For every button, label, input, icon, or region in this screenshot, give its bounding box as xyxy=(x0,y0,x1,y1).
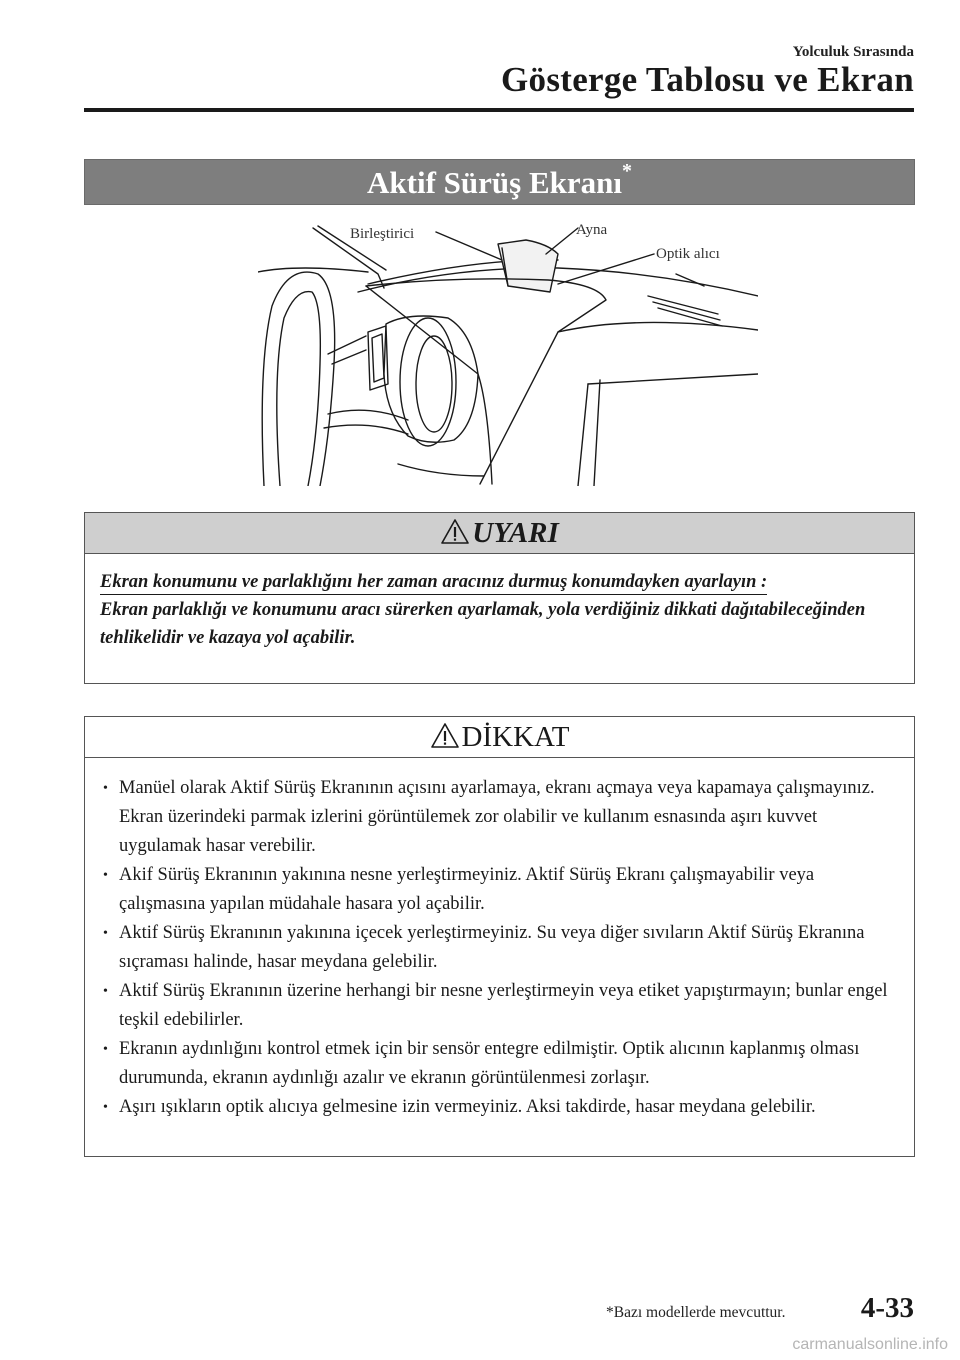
caution-item-text: Aşırı ışıkların optik alıcıya gelmesine izin vermeyiniz. Aksi takdirde, hasar meydana gelebilir. xyxy=(119,1097,816,1117)
dashboard-illustration xyxy=(258,214,758,486)
caution-item xyxy=(99,919,898,977)
caution-item-text: Manüel olarak Aktif Sürüş Ekranının açısını ayarlamaya, ekranı açmaya veya kapamaya çalışmayınız. Ekran üzerindeki parmak izlerini görüntülemek zor olabilir ve kullanım esnasında aşırı kuvvet uygulamak hasar verebilir. xyxy=(119,778,875,856)
caution-item xyxy=(99,1093,898,1122)
optical-sensor-label: Optik alıcı xyxy=(656,246,720,262)
mirror-label: Ayna xyxy=(576,222,608,238)
section-asterisk: * xyxy=(621,159,632,182)
bullet-icon: • xyxy=(103,1042,108,1057)
bullet-icon: • xyxy=(103,781,108,796)
warning-header xyxy=(85,513,914,554)
header-rule xyxy=(84,108,914,112)
caution-item xyxy=(99,774,898,861)
section-banner xyxy=(84,159,915,205)
page-number: 4-33 xyxy=(860,1292,914,1324)
bullet-icon: • xyxy=(103,984,108,999)
warning-heading-line xyxy=(100,568,898,596)
watermark: carmanualsonline.info xyxy=(792,1336,948,1353)
combiner-label: Birleştirici xyxy=(350,226,415,242)
caution-triangle-icon xyxy=(430,722,460,749)
caution-header xyxy=(85,717,914,758)
caution-item-text: Aktif Sürüş Ekranının üzerine herhangi bir nesne yerleştirmeyin veya etiket yapıştırmayın; bunlar engel teşkil edebilirler. xyxy=(119,981,888,1030)
header-chapter: Yolculuk Sırasında xyxy=(792,44,914,60)
warning-title: UYARI xyxy=(472,516,559,549)
section-title-text: Aktif Sürüş Ekranı xyxy=(367,164,622,200)
warning-triangle-icon xyxy=(440,518,470,545)
section-title xyxy=(367,159,632,200)
caution-item-text: Ekranın aydınlığını kontrol etmek için bir sensör entegre edilmiştir. Optik alıcının kaplanmış olması durumunda, ekranın aydınlığı azalır ve ekranın görüntülenmesi zorlaşır. xyxy=(119,1039,860,1088)
warning-text: Ekran parlaklığı ve konumunu aracı sürerken ayarlamak, yola verdiğiniz dikkati dağıtabileceğinden tehlikelidir ve kazaya yol açabilir. xyxy=(100,600,866,648)
bullet-icon: • xyxy=(103,868,108,883)
caution-item xyxy=(99,861,898,919)
caution-item xyxy=(99,1035,898,1093)
caution-list xyxy=(85,758,914,1122)
warning-box xyxy=(84,512,915,684)
caution-item-text: Akif Sürüş Ekranının yakınına nesne yerleştirmeyiniz. Aktif Sürüş Ekranı çalışmayabilir veya çalışmasına yapılan müdahale hasara yol açabilir. xyxy=(119,865,815,914)
caution-item xyxy=(99,977,898,1035)
footnote: *Bazı modellerde mevcuttur. xyxy=(606,1304,786,1321)
warning-heading: Ekran konumunu ve parlaklığını her zaman aracınız durmuş konumdayken ayarlayın : xyxy=(100,572,767,595)
bullet-icon: • xyxy=(103,926,108,941)
page-header-title: Gösterge Tablosu ve Ekran xyxy=(501,60,914,99)
caution-item-text: Aktif Sürüş Ekranının yakınına içecek yerleştirmeyiniz. Su veya diğer sıvıların Aktif Sürüş Ekranına sıçraması halinde, hasar meydana gelebilir. xyxy=(119,923,865,972)
warning-body xyxy=(85,554,914,652)
caution-title: DİKKAT xyxy=(461,720,570,753)
bullet-icon: • xyxy=(103,1100,108,1115)
caution-box xyxy=(84,716,915,1157)
